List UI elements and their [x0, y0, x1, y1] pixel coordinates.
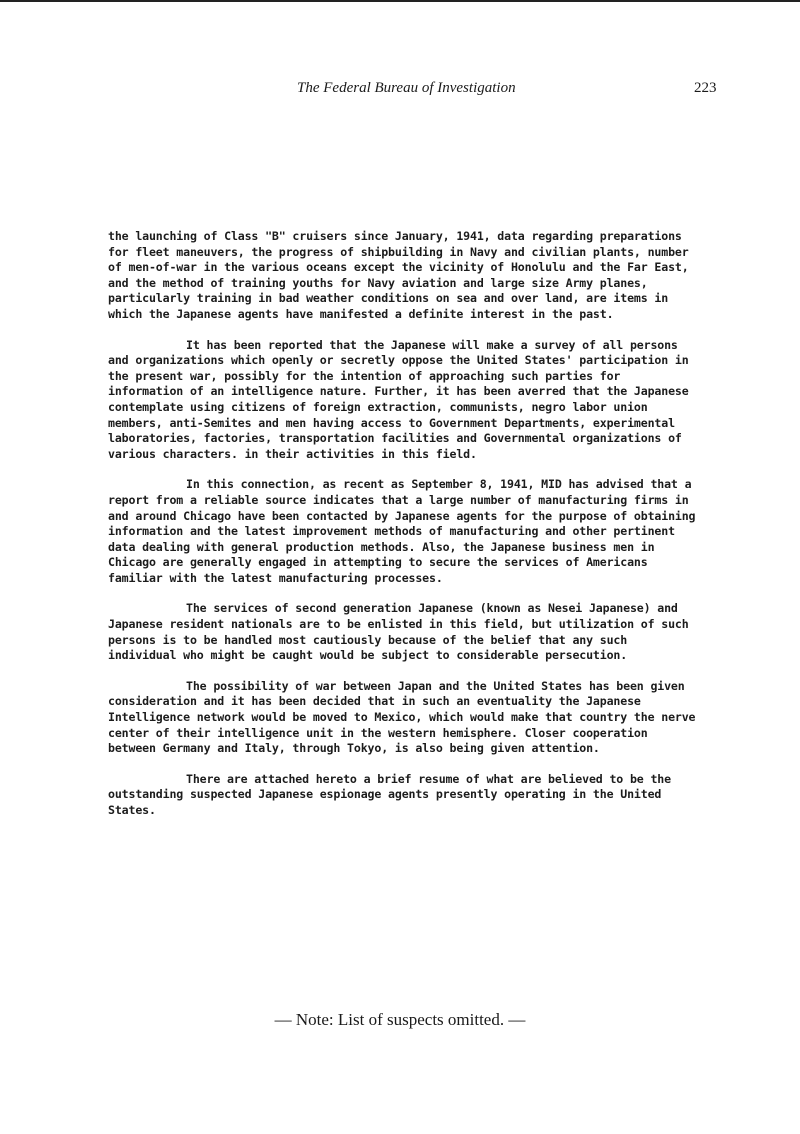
paragraph-3: In this connection, as recent as September 8, 1941, MID has advised that a report from a reliable source indicates that a large number of manufacturing firms in and around Chicago have been contacted by Japanese agents for the purpose of obtaining information and the latest improvement methods of manufacturing and other pertinent data dealing with general production methods. Also, the Japanese business men in Chicago are generally engaged in attempting to secure the services of Americans familiar with the latest manufacturing processes.: [108, 477, 696, 585]
paragraph-1: the launching of Class "B" cruisers since January, 1941, data regarding preparations for fleet maneuvers, the progress of shipbuilding in Navy and civilian plants, number of men-of-war in the various oceans except the vicinity of Honolulu and the Far East, and the method of training youths for Navy aviation and large size Army planes, particularly training in bad weather conditions on sea and over land, are items in which the Japanese agents have manifested a definite interest in the past.: [108, 229, 689, 321]
paragraph-5: The possibility of war between Japan and the United States has been given consideration and it has been decided that in such an eventuality the Japanese Intelligence network would be moved to Mexico, which would make that country the nerve center of their intelligence unit in the western hemisphere. Closer cooperation between Germany and Italy, through Tokyo, is also being given attention.: [108, 678, 696, 756]
paragraph-2: It has been reported that the Japanese will make a survey of all persons and organizations which openly or secretly oppose the United States' participation in the present war, possibly for the intention of approaching such parties for information of an intelligence nature. Further, it has been averred that the Japanese contemplate using citizens of foreign extraction, communists, negro labor union members, anti-Semites and men having access to Government Departments, experimental laboratories, factories, transportation facilities and Governmental organizations of various characters. in their activities in this field.: [108, 337, 689, 461]
editor-note: — Note: List of suspects omitted. —: [274, 1010, 526, 1029]
page-top-rule: [0, 0, 800, 2]
running-title: The Federal Bureau of Investigation: [297, 80, 516, 96]
paragraph-4: The services of second generation Japanese (known as Nesei Japanese) and Japanese resident nationals are to be enlisted in this field, but utilization of such persons is to be handled most cautiously because of the belief that any such individual who might be caught would be subject to considerable persecution.: [108, 601, 689, 663]
page-number: 223: [694, 80, 717, 96]
running-header: [0, 80, 800, 100]
typescript-body: [108, 229, 698, 834]
paragraph-6: There are attached hereto a brief resume of what are believed to be the outstanding suspected Japanese espionage agents presently operating in the United States.: [108, 771, 671, 817]
